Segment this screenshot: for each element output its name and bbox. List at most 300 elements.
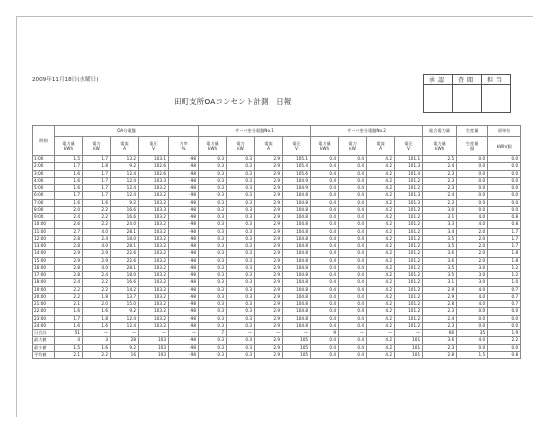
table-cell: 104.8 xyxy=(283,214,311,221)
table-cell: 9.2 xyxy=(111,199,139,206)
table-cell: 4.2 xyxy=(367,185,395,192)
table-cell: 104.8 xyxy=(283,293,311,300)
table-row xyxy=(33,221,521,228)
table-cell: 103.1 xyxy=(139,156,169,163)
table-cell: -98 xyxy=(169,199,199,206)
table-cell: 0.3 xyxy=(227,308,255,315)
column-header-unit: kWh/個 xyxy=(496,143,512,149)
table-cell: 1.8 xyxy=(83,163,111,170)
table-cell: — xyxy=(83,330,111,337)
table-cell: 103.2 xyxy=(139,185,169,192)
table-cell: 0.3 xyxy=(199,185,227,192)
table-cell: 103.2 xyxy=(139,214,169,221)
production-header: 生産量 xyxy=(457,126,488,137)
table-cell: 101 xyxy=(395,351,423,358)
table-cell: 0.3 xyxy=(199,308,227,315)
report-date: 2009年11月18日(水曜日) xyxy=(32,77,99,83)
table-cell: 103.2 xyxy=(139,286,169,293)
row-label-cell: 21:00 xyxy=(33,301,55,308)
column-header xyxy=(83,137,111,156)
table-cell: 104.8 xyxy=(283,257,311,264)
table-cell: 101.2 xyxy=(395,185,423,192)
row-label-cell: 15:00 xyxy=(33,257,55,264)
table-cell: 4.2 xyxy=(367,192,395,199)
table-cell: 2.8 xyxy=(55,235,83,242)
table-cell: 2.2 xyxy=(55,293,83,300)
table-cell: 0.3 xyxy=(199,235,227,242)
row-label-cell: 11:00 xyxy=(33,228,55,235)
table-cell: 0.0 xyxy=(488,315,521,322)
table-cell: 4.0 xyxy=(457,214,488,221)
table-cell: 0.0 xyxy=(457,170,488,177)
table-row xyxy=(33,301,521,308)
table-cell: 105 xyxy=(283,344,311,351)
table-cell: 0.4 xyxy=(311,344,339,351)
column-header xyxy=(339,137,367,156)
table-cell: 0.0 xyxy=(488,170,521,177)
table-cell: 0.0 xyxy=(488,192,521,199)
table-cell: 0.4 xyxy=(339,206,367,213)
table-cell: -98 xyxy=(169,279,199,286)
table-cell: 2.9 xyxy=(255,214,283,221)
table-cell: 2.9 xyxy=(255,264,283,271)
table-cell: 1.6 xyxy=(55,308,83,315)
column-header xyxy=(488,137,521,156)
approval-stamp-box xyxy=(423,74,511,113)
table-cell: -98 xyxy=(169,243,199,250)
table-cell: 0.4 xyxy=(339,308,367,315)
table-cell: 0.0 xyxy=(488,156,521,163)
table-cell: 2.4 xyxy=(423,192,457,199)
column-header xyxy=(139,137,169,156)
table-cell: -98 xyxy=(169,293,199,300)
table-cell: 2.9 xyxy=(55,257,83,264)
table-cell: 101.2 xyxy=(395,250,423,257)
table-cell: 4.2 xyxy=(367,156,395,163)
table-row xyxy=(33,264,521,271)
table-cell: 2.9 xyxy=(255,206,283,213)
table-cell: 104.8 xyxy=(283,315,311,322)
column-header-unit: kWh xyxy=(319,146,330,151)
table-cell: 0.0 xyxy=(457,163,488,170)
table-row xyxy=(33,250,521,257)
table-cell: 101.2 xyxy=(395,301,423,308)
table-cell: 2.0 xyxy=(457,243,488,250)
table-cell: 101.2 xyxy=(395,308,423,315)
table-cell: — xyxy=(255,330,283,337)
table-cell: 0.7 xyxy=(488,293,521,300)
table-cell: 0.4 xyxy=(311,286,339,293)
table-cell: 0.3 xyxy=(227,315,255,322)
table-cell: 2.9 xyxy=(255,286,283,293)
table-cell: 1.7 xyxy=(55,192,83,199)
table-cell: 101 xyxy=(395,344,423,351)
table-cell: 103 xyxy=(139,344,169,351)
table-cell: 3.5 xyxy=(423,264,457,271)
table-cell: 101.3 xyxy=(395,163,423,170)
table-cell: 101.2 xyxy=(395,206,423,213)
table-cell: 4.0 xyxy=(83,228,111,235)
table-cell: 14.2 xyxy=(111,286,139,293)
table-cell: 2.7 xyxy=(55,228,83,235)
table-cell: 1.7 xyxy=(488,243,521,250)
table-cell: 4.2 xyxy=(367,257,395,264)
table-cell: -98 xyxy=(169,344,199,351)
table-row xyxy=(33,199,521,206)
table-cell: 2.2 xyxy=(83,279,111,286)
table-cell: -98 xyxy=(169,163,199,170)
table-cell: 7 xyxy=(199,330,227,337)
table-cell: 4.0 xyxy=(457,337,488,344)
table-cell: 0.3 xyxy=(227,250,255,257)
table-cell: 3.0 xyxy=(457,264,488,271)
table-cell: 0.3 xyxy=(199,301,227,308)
table-cell: 104.8 xyxy=(283,243,311,250)
table-cell: 4.2 xyxy=(367,199,395,206)
table-cell: 103.2 xyxy=(139,192,169,199)
table-cell: 103.2 xyxy=(139,315,169,322)
table-cell: 101.2 xyxy=(395,243,423,250)
table-cell: 0.0 xyxy=(457,344,488,351)
table-cell: 0.4 xyxy=(339,228,367,235)
column-header-name: 電力量 xyxy=(433,141,446,146)
table-cell: -98 xyxy=(169,337,199,344)
table-cell: 28.1 xyxy=(111,264,139,271)
table-row xyxy=(33,192,521,199)
table-cell: 103.2 xyxy=(139,264,169,271)
table-cell: -98 xyxy=(169,257,199,264)
table-cell: 4.2 xyxy=(367,264,395,271)
column-header-name: 力率 xyxy=(179,141,188,146)
table-cell: 3.1 xyxy=(423,214,457,221)
summary-row xyxy=(33,330,521,337)
table-cell: -98 xyxy=(169,177,199,184)
table-cell: 2.0 xyxy=(55,206,83,213)
table-cell: 1.9 xyxy=(488,330,521,337)
table-cell: 0.3 xyxy=(199,293,227,300)
table-cell: 0.3 xyxy=(199,243,227,250)
table-cell: 103 xyxy=(139,337,169,344)
table-cell: 2.9 xyxy=(255,337,283,344)
table-cell: 2.9 xyxy=(255,315,283,322)
table-cell: 51 xyxy=(55,330,83,337)
table-cell: 1.6 xyxy=(55,177,83,184)
column-header-unit: V xyxy=(295,146,298,151)
table-cell: 1.8 xyxy=(83,293,111,300)
table-cell: 1.6 xyxy=(55,199,83,206)
column-header xyxy=(311,137,339,156)
table-cell: 0.0 xyxy=(488,206,521,213)
table-cell: 4.0 xyxy=(83,243,111,250)
table-cell: 0.3 xyxy=(227,228,255,235)
table-cell: 0.3 xyxy=(199,199,227,206)
table-cell: 0.4 xyxy=(339,214,367,221)
table-cell: 0.0 xyxy=(457,206,488,213)
row-label-cell: 最小値 xyxy=(33,344,55,351)
table-cell: 2.4 xyxy=(55,214,83,221)
table-cell: 103.2 xyxy=(139,272,169,279)
table-cell: 0.4 xyxy=(339,177,367,184)
table-cell: 104.8 xyxy=(283,279,311,286)
table-cell: 0.3 xyxy=(199,206,227,213)
table-cell: 0.3 xyxy=(227,286,255,293)
table-body xyxy=(33,156,521,359)
table-cell: -98 xyxy=(169,286,199,293)
table-cell: 101.2 xyxy=(395,272,423,279)
table-cell: 28.1 xyxy=(111,228,139,235)
table-cell: 2.9 xyxy=(255,185,283,192)
table-cell: 0.4 xyxy=(311,156,339,163)
table-cell: 0.0 xyxy=(457,315,488,322)
table-cell: 101.2 xyxy=(395,228,423,235)
table-cell: 2.2 xyxy=(83,206,111,213)
table-cell: -98 xyxy=(169,322,199,329)
table-cell: 4.2 xyxy=(367,243,395,250)
table-cell: 9.2 xyxy=(111,163,139,170)
row-label-cell: 23:00 xyxy=(33,315,55,322)
table-cell: — xyxy=(395,330,423,337)
table-cell: 35 xyxy=(457,330,488,337)
table-cell: 0.8 xyxy=(488,214,521,221)
table-cell: 103.2 xyxy=(139,221,169,228)
table-cell: 0.4 xyxy=(339,337,367,344)
column-header-name: 電力 xyxy=(92,141,101,146)
table-cell: 0.3 xyxy=(227,214,255,221)
table-cell: 2.9 xyxy=(255,308,283,315)
column-header-name: 電圧 xyxy=(149,141,158,146)
table-cell: 2.8 xyxy=(423,351,457,358)
table-cell: 4.2 xyxy=(367,344,395,351)
row-label-cell: 17:00 xyxy=(33,272,55,279)
table-cell: 0.3 xyxy=(199,163,227,170)
summary-row xyxy=(33,344,521,351)
table-row xyxy=(33,286,521,293)
table-cell: 104.8 xyxy=(283,192,311,199)
table-row xyxy=(33,243,521,250)
table-cell: -98 xyxy=(169,264,199,271)
row-label-cell: 8:00 xyxy=(33,206,55,213)
table-cell: 104.8 xyxy=(283,221,311,228)
table-cell: 2.3 xyxy=(423,344,457,351)
column-header-name: 電圧 xyxy=(292,141,301,146)
total-energy-header: 総合電力量 xyxy=(423,126,457,137)
table-cell: -98 xyxy=(169,206,199,213)
table-cell: 105.6 xyxy=(283,170,311,177)
table-cell: — xyxy=(283,330,311,337)
table-cell: 2.9 xyxy=(83,250,111,257)
table-cell: 2.9 xyxy=(255,163,283,170)
table-cell: 105 xyxy=(283,351,311,358)
table-cell: 28.1 xyxy=(111,243,139,250)
table-cell: 0.3 xyxy=(199,286,227,293)
table-cell: 1.8 xyxy=(488,257,521,264)
table-cell: 3.3 xyxy=(423,221,457,228)
table-cell: 0.4 xyxy=(311,337,339,344)
table-cell: 0.4 xyxy=(311,163,339,170)
table-cell: 101.2 xyxy=(395,322,423,329)
table-cell: 0.4 xyxy=(339,286,367,293)
column-header-name: 電流 xyxy=(376,141,385,146)
table-cell: 0.4 xyxy=(339,272,367,279)
table-cell: 2.3 xyxy=(423,308,457,315)
table-cell: 0.0 xyxy=(457,322,488,329)
row-label-cell: 日合計 xyxy=(33,330,55,337)
column-header-unit: A xyxy=(379,146,383,151)
table-cell: 0.4 xyxy=(339,185,367,192)
table-row xyxy=(33,235,521,242)
table-cell: 2.9 xyxy=(255,351,283,358)
table-cell: 0.3 xyxy=(227,185,255,192)
table-cell: 0.4 xyxy=(311,250,339,257)
table-cell: 0.3 xyxy=(199,257,227,264)
table-cell: 0.3 xyxy=(199,344,227,351)
table-cell: 104.8 xyxy=(283,272,311,279)
table-cell: 0.3 xyxy=(199,156,227,163)
oa-panel-header: OA分電盤 xyxy=(55,126,199,137)
table-cell: 0.3 xyxy=(199,177,227,184)
table-cell: 3.6 xyxy=(423,257,457,264)
report-title: 田町支所OAコンセント計測 日報 xyxy=(174,97,292,106)
table-cell: 2.2 xyxy=(83,351,111,358)
table-cell: 2.9 xyxy=(255,192,283,199)
table-cell: 0.3 xyxy=(227,192,255,199)
table-cell: 2.9 xyxy=(255,293,283,300)
server-panel-1-header: サーバ室分電盤No.1 xyxy=(199,126,311,137)
table-cell: 0.4 xyxy=(339,293,367,300)
table-cell: 104.8 xyxy=(283,286,311,293)
table-cell: 2.9 xyxy=(255,322,283,329)
table-cell: 101.1 xyxy=(395,156,423,163)
row-label-cell: 16:00 xyxy=(33,264,55,271)
table-cell: 2.9 xyxy=(255,221,283,228)
table-cell: 102.6 xyxy=(139,163,169,170)
table-cell: 0.3 xyxy=(199,214,227,221)
table-cell: 0.3 xyxy=(227,221,255,228)
table-cell: 9.2 xyxy=(111,308,139,315)
table-row xyxy=(33,257,521,264)
table-cell: 101.2 xyxy=(395,264,423,271)
table-cell: 0.3 xyxy=(199,192,227,199)
table-row xyxy=(33,315,521,322)
table-cell: 0.3 xyxy=(199,322,227,329)
table-cell: 2.4 xyxy=(83,235,111,242)
column-header-name: 電流 xyxy=(120,141,129,146)
row-label-cell: 3:00 xyxy=(33,170,55,177)
table-cell: -98 xyxy=(169,272,199,279)
summary-row xyxy=(33,337,521,344)
table-cell: 0.0 xyxy=(457,308,488,315)
table-cell: 0.0 xyxy=(488,308,521,315)
table-cell: 28 xyxy=(111,337,139,344)
table-cell: 2.9 xyxy=(55,250,83,257)
table-cell: 4.2 xyxy=(367,163,395,170)
table-cell: 0.3 xyxy=(199,272,227,279)
table-cell: 2.9 xyxy=(255,199,283,206)
table-cell: 101.4 xyxy=(395,170,423,177)
table-cell: 13.7 xyxy=(111,293,139,300)
table-cell: 0.4 xyxy=(311,272,339,279)
table-cell: 0.0 xyxy=(488,177,521,184)
table-cell: 0.4 xyxy=(311,192,339,199)
column-header-unit: kW xyxy=(349,146,356,151)
table-cell: 2.0 xyxy=(457,228,488,235)
table-cell: 0.4 xyxy=(311,293,339,300)
column-header xyxy=(111,137,139,156)
table-cell: 1.6 xyxy=(55,170,83,177)
table-cell: 104.8 xyxy=(283,250,311,257)
review-stamp-cell xyxy=(453,85,482,113)
table-cell: 2.9 xyxy=(423,286,457,293)
table-cell: 3.4 xyxy=(423,228,457,235)
table-cell: 4 xyxy=(55,337,83,344)
table-cell: 105.4 xyxy=(283,163,311,170)
table-cell: 101.2 xyxy=(395,286,423,293)
staff-label: 担当 xyxy=(482,75,511,85)
table-row xyxy=(33,214,521,221)
summary-row xyxy=(33,351,521,358)
column-header-name: 電流 xyxy=(264,141,273,146)
table-cell: 103.2 xyxy=(139,322,169,329)
table-cell: 2.9 xyxy=(255,243,283,250)
table-cell: 0.4 xyxy=(311,221,339,228)
table-cell: 2.9 xyxy=(255,177,283,184)
table-cell: 1.8 xyxy=(488,250,521,257)
table-cell: 102.6 xyxy=(139,170,169,177)
column-header-name: 電力量 xyxy=(62,141,75,146)
table-cell: 1.7 xyxy=(83,192,111,199)
column-header-unit: % xyxy=(181,146,186,151)
table-cell: 1.2 xyxy=(488,272,521,279)
table-row xyxy=(33,206,521,213)
column-header-unit: kWh xyxy=(207,146,218,151)
table-cell: 0.4 xyxy=(339,192,367,199)
table-cell: 101.2 xyxy=(395,279,423,286)
table-cell: -98 xyxy=(169,308,199,315)
table-cell: 0.8 xyxy=(488,351,521,358)
table-cell: 22.6 xyxy=(111,250,139,257)
table-cell: 0.4 xyxy=(311,264,339,271)
table-cell: 103.3 xyxy=(139,206,169,213)
column-header xyxy=(395,137,423,156)
table-cell: 0.0 xyxy=(488,322,521,329)
table-cell: 1.6 xyxy=(83,308,111,315)
table-cell: 103.3 xyxy=(139,177,169,184)
table-cell: 0.4 xyxy=(311,235,339,242)
table-cell: 0.3 xyxy=(227,322,255,329)
row-label-cell: 10:00 xyxy=(33,221,55,228)
table-cell: 0.3 xyxy=(227,279,255,286)
table-cell: 101.2 xyxy=(395,315,423,322)
table-cell: 2.9 xyxy=(255,344,283,351)
table-cell: 0.4 xyxy=(311,214,339,221)
table-cell: 0.3 xyxy=(227,206,255,213)
table-cell: 0.4 xyxy=(311,177,339,184)
table-cell: 0.3 xyxy=(227,235,255,242)
table-cell: 13.2 xyxy=(111,156,139,163)
table-cell: 0.4 xyxy=(339,344,367,351)
table-cell: 22.6 xyxy=(111,257,139,264)
row-label-cell: 5:00 xyxy=(33,185,55,192)
table-cell: 2.3 xyxy=(423,322,457,329)
table-cell: 1.5 xyxy=(457,351,488,358)
column-header-name: 電力 xyxy=(348,141,357,146)
table-cell: 101.2 xyxy=(395,177,423,184)
table-row xyxy=(33,279,521,286)
table-cell: 1.8 xyxy=(83,315,111,322)
server-panel-2-header: サーバ室分電盤No.2 xyxy=(311,126,423,137)
table-cell: 0.3 xyxy=(199,315,227,322)
table-cell: 101.3 xyxy=(395,192,423,199)
